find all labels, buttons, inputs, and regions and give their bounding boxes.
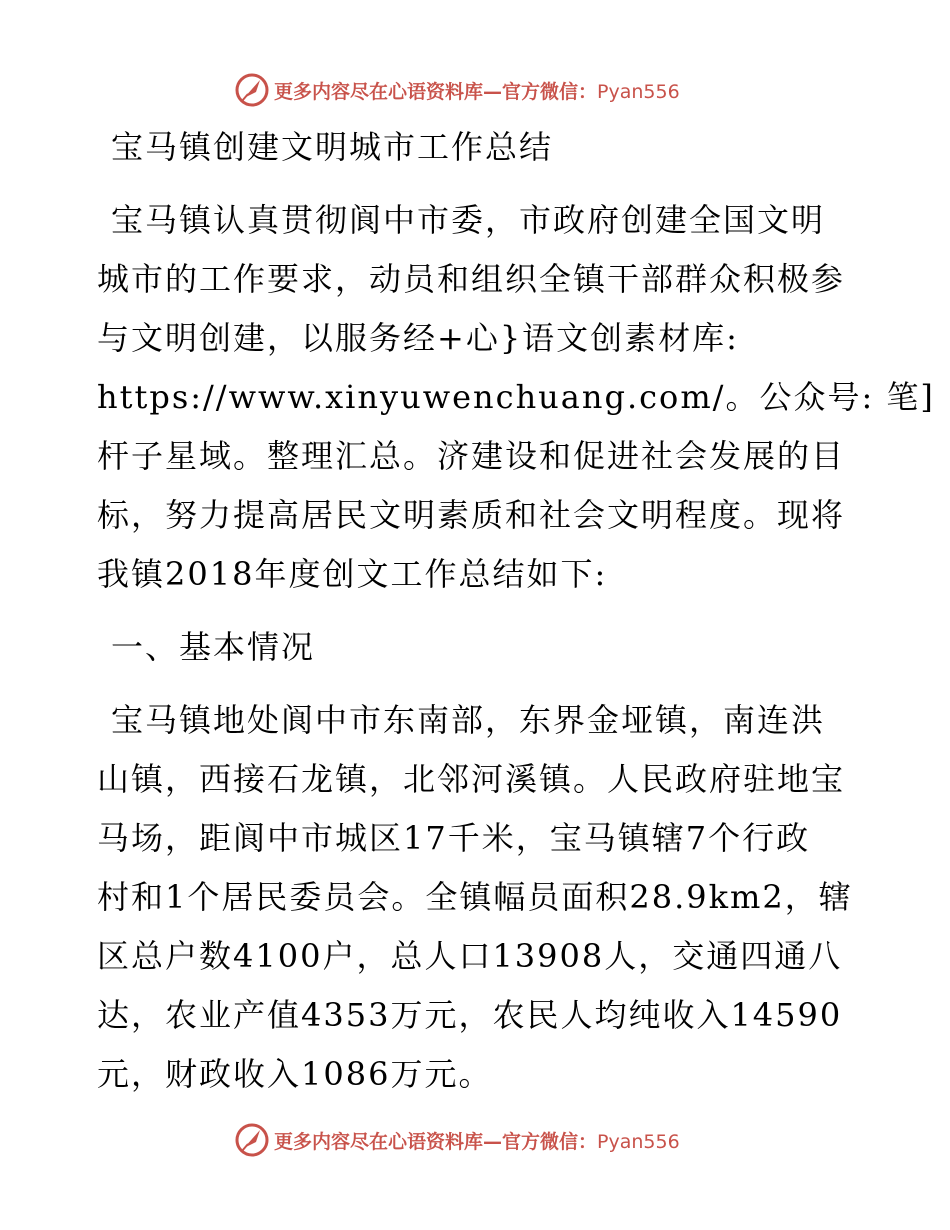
document-title: 宝马镇创建文明城市工作总结 [111,128,554,166]
paragraph-line: 宝马镇认真贯彻阆中市委，市政府创建全国文明 [111,201,826,239]
paragraph-line: 达，农业产值4353万元，农民人均纯收入14590 [97,996,843,1034]
paragraph-line: 我镇2018年度创文工作总结如下: [97,555,608,593]
paragraph-line: 区总户数4100户，总人口13908人，交通四通八 [97,937,843,975]
paragraph-line: 山镇，西接石龙镇，北邻河溪镇。人民政府驻地宝 [97,760,846,798]
watermark-text: 更多内容尽在心语资料库—官方微信：Pyan556 [274,1130,680,1153]
paragraph-line: 马场，距阆中市城区17千米，宝马镇辖7个行政 [97,819,811,857]
paragraph-line: 标，努力提高居民文明素质和社会文明程度。现将 [97,496,846,534]
paragraph-line: 杆子星域。整理汇总。济建设和促进社会发展的目 [97,437,846,475]
watermark-text: 更多内容尽在心语资料库—官方微信：Pyan556 [274,80,680,103]
watermark-account: Pyan556 [597,80,680,103]
watermark-account: Pyan556 [597,1130,680,1153]
paragraph-line: 与文明创建，以服务经+心}语文创素材库: [97,319,739,357]
section-heading: 一、基本情况 [111,628,316,666]
header-watermark [234,70,680,110]
paragraph-line: 元，财政收入1086万元。 [97,1055,493,1093]
paragraph-line: https://www.xinyuwenchuang.com/。公众号: 笔] [97,378,935,416]
quill-logo-icon [234,1122,270,1158]
quill-logo-icon [234,72,270,108]
footer-watermark [234,1120,680,1160]
paragraph-line: 宝马镇地处阆中市东南部，东界金垭镇，南连洪 [111,701,826,739]
document-body [97,118,935,1104]
paragraph-line: 村和1个居民委员会。全镇幅员面积28.9km2，辖 [97,878,853,916]
paragraph-line: 城市的工作要求，动员和组织全镇干部群众积极参 [97,260,846,298]
